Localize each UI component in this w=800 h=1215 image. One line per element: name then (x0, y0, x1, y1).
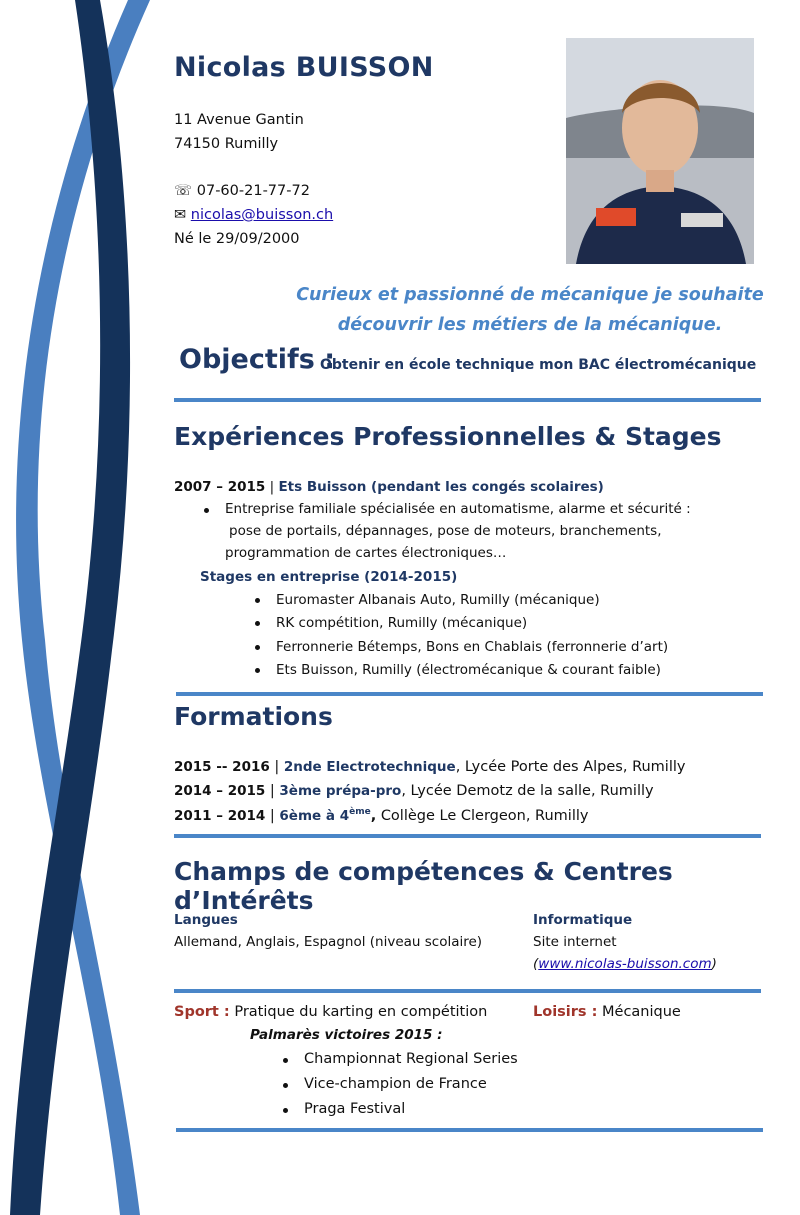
competences-title: Champs de compétences & Centres d’Intérêts (174, 857, 673, 915)
formation-school: Collège Le Clergeon, Rumilly (380, 807, 589, 824)
formation-entry (174, 807, 588, 824)
tagline-line-1: Curieux et passionné de mécanique je souhaite (296, 285, 764, 305)
victory-item: Championnat Regional Series (304, 1051, 518, 1067)
formation-diploma: 6ème à 4 (279, 807, 350, 824)
formations-title: Formations (174, 702, 333, 731)
formation-superscript: ème (349, 807, 371, 817)
phone-icon: ☏ (174, 183, 193, 199)
bullet (255, 621, 260, 626)
phone-number: 07-60-21-77-72 (196, 183, 310, 199)
stage-item: Ferronnerie Bétemps, Bons en Chablais (ferronnerie d’art) (276, 639, 669, 655)
languages-text: Allemand, Anglais, Espagnol (niveau scolaire) (174, 934, 483, 950)
objectives-title: Objectifs : (179, 344, 336, 375)
formation-diploma: 3ème prépa-pro (279, 783, 402, 799)
stage-item: RK compétition, Rumilly (mécanique) (276, 615, 528, 631)
divider (174, 989, 761, 993)
candidate-name: Nicolas BUISSON (174, 52, 434, 83)
formation-years: 2015 -- 2016 (174, 759, 270, 775)
website-paren-close: ) (711, 956, 717, 972)
it-text: Site internet (533, 934, 617, 950)
profile-photo (566, 38, 754, 264)
divider (176, 692, 763, 696)
divider (176, 1128, 763, 1132)
job-company: Ets Buisson (pendant les congés scolaires) (278, 479, 604, 495)
job-entry (174, 479, 604, 495)
job-separator: | (269, 479, 275, 495)
stage-item: Euromaster Albanais Auto, Rumilly (mécanique) (276, 592, 600, 608)
hobbies-label: Loisirs : (533, 1004, 598, 1020)
formation-comma: , (401, 783, 406, 799)
phone-line (174, 183, 310, 199)
bullet (255, 598, 260, 603)
bullet (204, 508, 209, 513)
address-line-1: 11 Avenue Gantin (174, 112, 304, 128)
sport-text: Pratique du karting en compétition (234, 1004, 488, 1020)
formation-entry (174, 783, 654, 799)
email-line (174, 207, 333, 223)
job-desc-3: programmation de cartes électroniques… (225, 545, 507, 561)
stage-item: Ets Buisson, Rumilly (électromécanique & courant faible) (276, 662, 661, 678)
divider (174, 398, 761, 402)
languages-label: Langues (174, 912, 238, 928)
bullet (255, 668, 260, 673)
divider (174, 834, 761, 838)
palmares-title: Palmarès victoires 2015 : (250, 1027, 443, 1043)
tagline (290, 280, 770, 340)
it-label: Informatique (533, 912, 633, 928)
envelope-icon: ✉ (174, 207, 187, 223)
formation-comma: , (370, 807, 377, 824)
job-desc-1: Entreprise familiale spécialisée en automatisme, alarme et sécurité : (225, 501, 691, 517)
bullet (283, 1083, 288, 1088)
bullet (283, 1108, 288, 1113)
formation-separator: | (269, 783, 275, 799)
birth-date: Né le 29/09/2000 (174, 231, 300, 247)
formation-years: 2011 – 2014 (174, 807, 266, 824)
tagline-line-2: découvrir les métiers de la mécanique. (337, 315, 723, 335)
hobbies-text: Mécanique (602, 1004, 681, 1020)
formation-school: Lycée Demotz de la salle, Rumilly (410, 783, 654, 799)
address-line-2: 74150 Rumilly (174, 136, 279, 152)
sport-label: Sport : (174, 1004, 230, 1020)
formation-separator: | (269, 807, 275, 824)
formation-entry (174, 759, 685, 775)
job-years: 2007 – 2015 (174, 479, 266, 495)
objectives-text: Obtenir en école technique mon BAC électromécanique (320, 357, 757, 373)
sport-line (174, 1004, 487, 1020)
formation-school: Lycée Porte des Alpes, Rumilly (464, 759, 686, 775)
website-paren-open: ( (533, 956, 539, 972)
bullet (255, 645, 260, 650)
website-line (533, 956, 717, 972)
website-link[interactable]: www.nicolas-buisson.com (538, 956, 712, 972)
formation-years: 2014 – 2015 (174, 783, 266, 799)
bullet (283, 1058, 288, 1063)
email-link[interactable]: nicolas@buisson.ch (190, 207, 334, 223)
decorative-ribbon (0, 0, 170, 1215)
formation-separator: | (274, 759, 280, 775)
stages-title: Stages en entreprise (2014-2015) (200, 569, 458, 585)
formation-comma: , (455, 759, 461, 775)
hobbies-line (533, 1004, 681, 1020)
job-desc-2: pose de portails, dépannages, pose de moteurs, branchements, (229, 523, 662, 539)
experiences-title: Expériences Professionnelles & Stages (174, 422, 722, 451)
formation-diploma: 2nde Electrotechnique (283, 759, 456, 775)
victory-item: Vice-champion de France (304, 1076, 487, 1092)
victory-item: Praga Festival (304, 1101, 406, 1117)
